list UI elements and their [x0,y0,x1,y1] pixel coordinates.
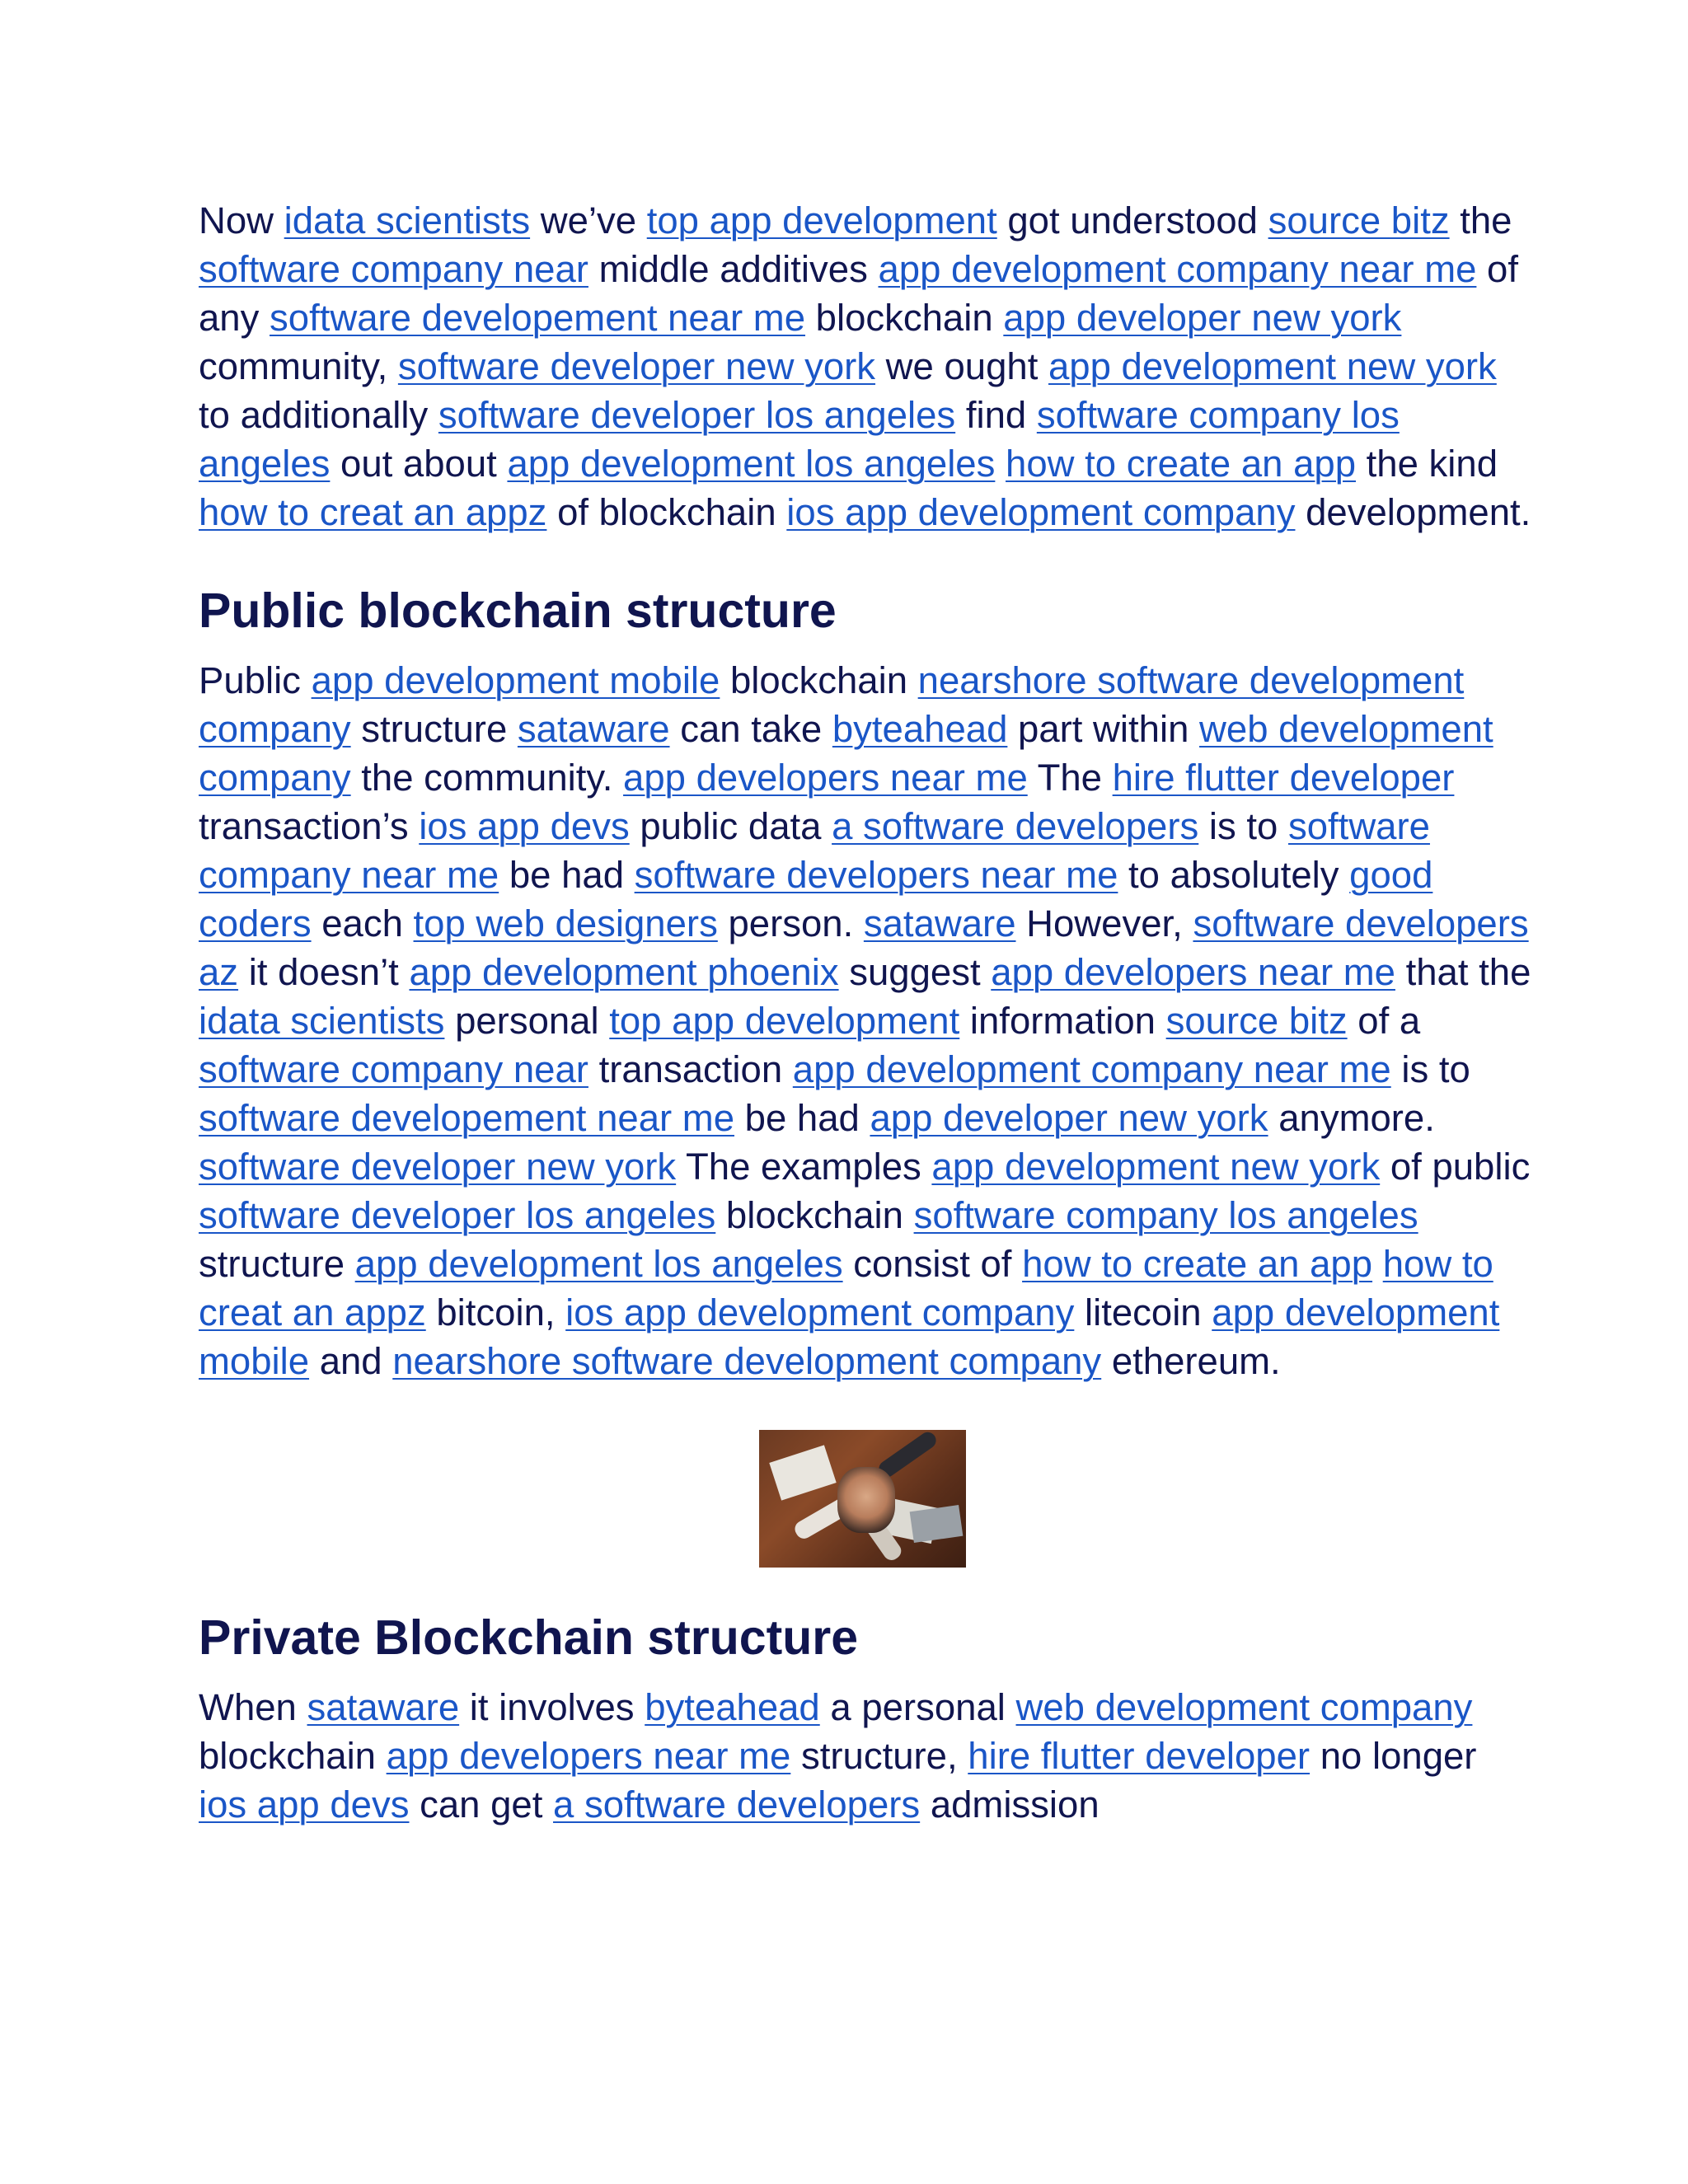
body-text: development. [1295,491,1531,533]
paragraph-intro [199,196,1534,537]
inline-link[interactable]: software company near [199,248,588,290]
body-text: of a [1347,1000,1421,1042]
body-text: Now [199,199,284,241]
heading-public-blockchain: Public blockchain structure [199,583,837,638]
paragraph-private-blockchain [199,1683,1534,1829]
body-text: out about [330,443,508,485]
inline-link[interactable]: software developement near me [270,297,806,339]
inline-link[interactable]: hire flutter developer [968,1735,1311,1777]
inline-link[interactable]: hire flutter developer [1112,757,1455,799]
inline-link[interactable]: idata scientists [284,199,531,241]
heading-private-blockchain: Private Blockchain structure [199,1610,859,1665]
inline-link[interactable]: nearshore software development company [392,1340,1102,1382]
inline-link[interactable]: app developers near me [386,1735,791,1777]
inline-link[interactable]: app development los angeles [507,443,996,485]
inline-link[interactable]: app development phoenix [409,951,839,993]
inline-link[interactable]: byteahead [645,1686,820,1728]
body-text: can take [669,708,832,750]
body-text: When [199,1686,307,1728]
body-text [1372,1243,1383,1285]
inline-link[interactable]: good coders [199,854,1433,944]
body-text: can get [409,1783,554,1825]
body-text: is to [1390,1048,1470,1090]
inline-link[interactable]: top web designers [413,902,718,944]
inline-link[interactable]: app development new york [1048,345,1497,387]
body-text: The examples [676,1146,932,1188]
inline-link[interactable]: app development mobile [311,659,720,701]
body-text: transaction [588,1048,793,1090]
inline-link[interactable]: sataware [307,1686,460,1728]
inline-link[interactable]: sataware [863,902,1016,944]
body-text: and [309,1340,393,1382]
body-text: be had [499,854,635,896]
inline-link[interactable]: how to create an app [1006,443,1356,485]
inline-link[interactable]: how to creat an appz [199,491,547,533]
inline-link[interactable]: software company near me [199,805,1430,896]
body-text: ethereum. [1101,1340,1281,1382]
body-text: suggest [838,951,992,993]
inline-link[interactable]: app development mobile [199,1291,1500,1382]
inline-link[interactable]: software developers az [199,902,1529,993]
inline-link[interactable]: software developers near me [634,854,1118,896]
paragraph-public-blockchain [199,656,1534,1385]
body-text: the [1449,199,1512,241]
body-text: no longer [1310,1735,1477,1777]
inline-link[interactable]: app development company near me [878,248,1477,290]
body-text: bitcoin, [425,1291,566,1333]
body-text: The [1027,757,1113,799]
body-text: we’ve [530,199,647,241]
body-text: blockchain [199,1735,387,1777]
inline-link[interactable]: web development company [1015,1686,1473,1728]
inline-link[interactable]: ios app development company [565,1291,1075,1333]
inline-link[interactable]: top app development [609,1000,960,1042]
inline-link[interactable]: a software developers [553,1783,921,1825]
body-text: anymore. [1268,1097,1435,1139]
body-text: the kind [1356,443,1498,485]
body-text: public data [629,805,832,847]
body-text: blockchain [805,297,1004,339]
inline-link[interactable]: app developer new york [870,1097,1268,1139]
body-text: of public [1380,1146,1531,1188]
inline-link[interactable]: software company near [199,1048,588,1090]
body-text: part within [1007,708,1200,750]
body-text: find [955,394,1037,436]
body-text: a personal [819,1686,1016,1728]
inline-link[interactable]: idata scientists [199,1000,445,1042]
body-text: be had [734,1097,870,1139]
body-text: that the [1395,951,1531,993]
inline-link[interactable]: ios app devs [199,1783,410,1825]
inline-link[interactable]: top app development [646,199,997,241]
body-text: of blockchain [546,491,787,533]
body-text: community, [199,345,398,387]
body-text: personal [444,1000,610,1042]
body-text: to absolutely [1118,854,1350,896]
body-text: we ought [875,345,1048,387]
inline-link[interactable]: how to create an app [1022,1243,1373,1285]
body-text: got understood [996,199,1268,241]
inline-link[interactable]: web development company [199,708,1493,799]
inline-link[interactable]: software company los angeles [199,394,1400,485]
body-text: However, [1015,902,1193,944]
inline-link[interactable]: app development new york [931,1146,1381,1188]
inline-link[interactable]: a software developers [832,805,1199,847]
body-text: it involves [459,1686,645,1728]
inline-link[interactable]: software company los angeles [913,1194,1418,1236]
body-text: blockchain [720,659,918,701]
inline-link[interactable]: app development los angeles [354,1243,843,1285]
inline-link[interactable]: app developer new york [1003,297,1402,339]
inline-link[interactable]: how to creat an appz [199,1243,1493,1333]
inline-link[interactable]: software developement near me [199,1097,734,1139]
body-text: it doesn’t [238,951,410,993]
body-text: person. [717,902,864,944]
body-text: transaction’s [199,805,420,847]
body-text: blockchain [715,1194,914,1236]
inline-link[interactable]: source bitz [1165,1000,1348,1042]
inline-link[interactable]: ios app development company [786,491,1296,533]
inline-link[interactable]: byteahead [832,708,1008,750]
body-text: Public [199,659,312,701]
inline-link[interactable]: ios app devs [419,805,630,847]
inline-link[interactable]: software developer los angeles [438,394,956,436]
body-text [995,443,1006,485]
inline-link[interactable]: app developers near me [623,757,1028,799]
team-hands-photo [759,1430,966,1568]
body-text: the community. [350,757,624,799]
body-text: of any [199,248,1518,339]
inline-link[interactable]: nearshore software development company [199,659,1465,750]
body-text: consist of [842,1243,1023,1285]
inline-link[interactable]: software developer new york [397,345,876,387]
body-text: structure [350,708,518,750]
body-text: middle additives [588,248,879,290]
body-text: to additionally [199,394,438,436]
body-text: each [311,902,414,944]
figure [199,1430,1526,1568]
body-text: structure [199,1243,355,1285]
body-text: is to [1198,805,1288,847]
inline-link[interactable]: source bitz [1268,199,1450,241]
body-text: structure, [790,1735,968,1777]
body-text: litecoin [1074,1291,1212,1333]
inline-link[interactable]: sataware [517,708,670,750]
inline-link[interactable]: app development company near me [792,1048,1391,1090]
inline-link[interactable]: app developers near me [991,951,1395,993]
inline-link[interactable]: software developer new york [199,1146,677,1188]
inline-link[interactable]: software developer los angeles [199,1194,716,1236]
body-text: admission [920,1783,1100,1825]
body-text: information [959,1000,1166,1042]
